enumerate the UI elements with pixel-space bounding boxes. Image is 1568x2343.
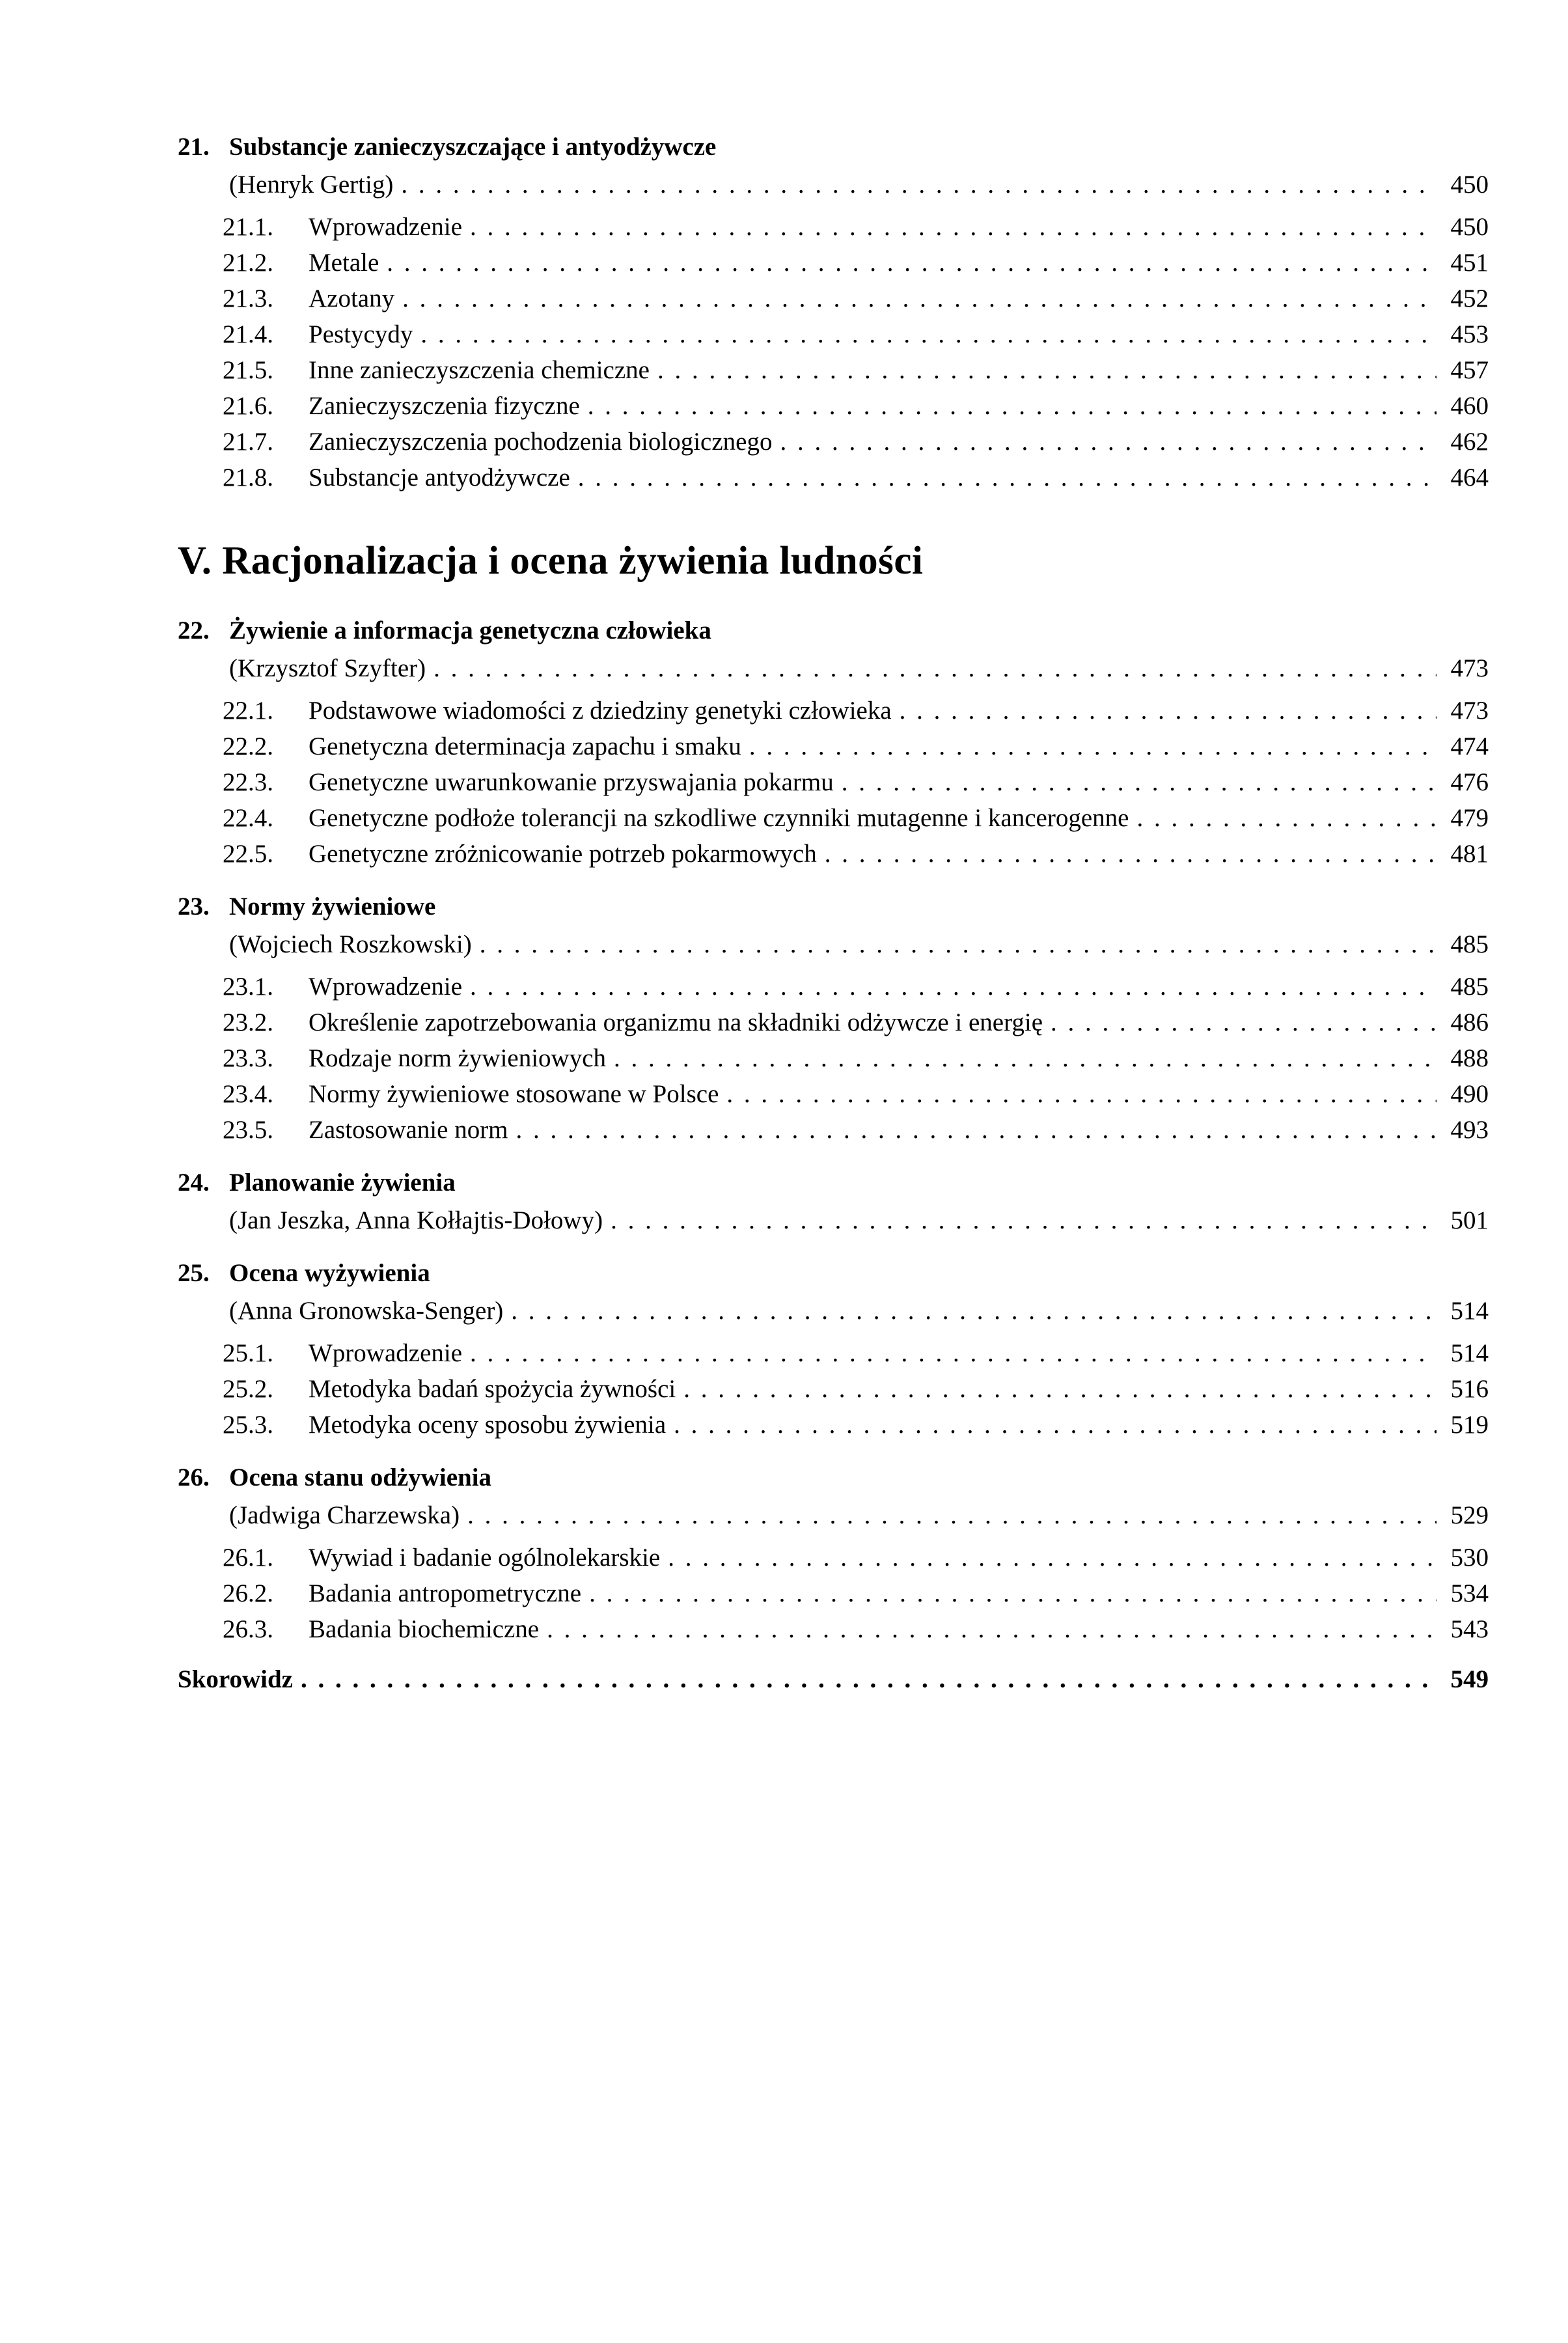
dot-leader: [301, 1661, 1437, 1697]
page-number: 519: [1450, 1411, 1489, 1439]
toc-entry: [223, 388, 1489, 424]
toc-entry: [223, 316, 1489, 352]
dot-leader: [588, 388, 1437, 424]
entry-title: Zastosowanie norm: [309, 1116, 508, 1144]
dot-leader: [470, 969, 1437, 1005]
toc-chapter-22: [178, 613, 1489, 872]
dot-leader: [547, 1611, 1437, 1647]
chapter-title: Ocena wyżywienia: [229, 1259, 430, 1287]
dot-leader: [674, 1407, 1437, 1443]
chapter-heading: [178, 1460, 1489, 1495]
entry-title: Określenie zapotrzebowania organizmu na składniki odżywcze i energię: [309, 1008, 1043, 1036]
page-number: 514: [1450, 1297, 1489, 1325]
page-number: 464: [1450, 464, 1489, 492]
chapter-author: (Jadwiga Charzewska): [229, 1501, 460, 1529]
entry-number: 25.3.: [223, 1411, 273, 1439]
entry-title: Rodzaje norm żywieniowych: [309, 1044, 607, 1072]
toc-entry: [223, 969, 1489, 1005]
toc-entry: [223, 1371, 1489, 1407]
toc-entry: [223, 1112, 1489, 1148]
toc-chapter-21: [178, 129, 1489, 495]
chapter-number: 26.: [178, 1463, 210, 1491]
entry-title: Inne zanieczyszczenia chemiczne: [309, 356, 650, 384]
page-number: 453: [1450, 320, 1489, 348]
page-number: 488: [1450, 1044, 1489, 1072]
chapter-number: 23.: [178, 893, 210, 921]
chapter-number: 22.: [178, 617, 210, 645]
toc-entry: [223, 836, 1489, 872]
dot-leader: [825, 836, 1437, 872]
entry-title: Wprowadzenie: [309, 973, 463, 1001]
toc-chapter-25: [178, 1255, 1489, 1443]
entry-title: Normy żywieniowe stosowane w Polsce: [309, 1080, 719, 1108]
page-number: 516: [1450, 1375, 1489, 1403]
toc-entry: [223, 1335, 1489, 1371]
page-number: 486: [1450, 1008, 1489, 1036]
chapter-number: 25.: [178, 1259, 210, 1287]
dot-leader: [420, 316, 1437, 352]
dot-leader: [657, 352, 1437, 388]
toc-chapter-24: [178, 1165, 1489, 1238]
entry-title: Badania antropometryczne: [309, 1579, 582, 1607]
chapter-heading: [178, 889, 1489, 924]
entry-number: 22.2.: [223, 732, 273, 760]
toc-entry: [223, 800, 1489, 836]
toc-entry: [223, 209, 1489, 245]
entry-title: Genetyczne uwarunkowanie przyswajania pokarmu: [309, 768, 834, 796]
chapter-author: (Henryk Gertig): [229, 171, 394, 199]
dot-leader: [726, 1076, 1437, 1112]
dot-leader: [511, 1293, 1437, 1329]
page-number: 481: [1450, 840, 1489, 868]
entry-title: Wprowadzenie: [309, 1339, 463, 1367]
entry-title: Genetyczna determinacja zapachu i smaku: [309, 732, 741, 760]
dot-leader: [683, 1371, 1437, 1407]
entry-number: 23.4.: [223, 1080, 273, 1108]
dot-leader: [614, 1040, 1437, 1076]
chapter-author-row: [229, 1293, 1489, 1329]
dot-leader: [1051, 1005, 1437, 1040]
entry-title: Genetyczne podłoże tolerancji na szkodliwe czynniki mutagenne i kancerogenne: [309, 804, 1129, 832]
toc-entry: [223, 693, 1489, 728]
page-number: 479: [1450, 804, 1489, 832]
entry-number: 23.2.: [223, 1008, 273, 1036]
entry-number: 25.1.: [223, 1339, 273, 1367]
chapter-title: Ocena stanu odżywienia: [229, 1463, 492, 1491]
dot-leader: [842, 764, 1437, 800]
entry-title: Podstawowe wiadomości z dziedziny genetyki człowieka: [309, 697, 892, 725]
chapter-author: (Krzysztof Szyfter): [229, 654, 426, 682]
entry-number: 22.4.: [223, 804, 273, 832]
entry-title: Zanieczyszczenia fizyczne: [309, 392, 580, 420]
dot-leader: [470, 209, 1437, 245]
entry-title: Wywiad i badanie ogólnolekarskie: [309, 1544, 661, 1572]
page-number: 450: [1450, 213, 1489, 241]
chapter-title: Substancje zanieczyszczające i antyodżywcze: [229, 133, 717, 161]
page-number: 514: [1450, 1339, 1489, 1367]
dot-leader: [578, 460, 1437, 495]
entry-title: Substancje antyodżywcze: [309, 464, 570, 492]
chapter-title: Normy żywieniowe: [229, 893, 436, 921]
dot-leader: [402, 281, 1437, 316]
page-number: 549: [1450, 1665, 1489, 1693]
toc-chapter-26: [178, 1460, 1489, 1647]
entry-number: 21.3.: [223, 284, 273, 312]
dot-leader: [749, 728, 1437, 764]
dot-leader: [480, 926, 1437, 962]
chapter-title: Planowanie żywienia: [229, 1169, 456, 1197]
dot-leader: [611, 1202, 1437, 1238]
page-number: 460: [1450, 392, 1489, 420]
entry-number: 23.5.: [223, 1116, 273, 1144]
index-row: [178, 1661, 1489, 1697]
toc-entry: [223, 1540, 1489, 1575]
page-number: 485: [1450, 930, 1489, 958]
chapter-number: 21.: [178, 133, 210, 161]
entry-title: Pestycydy: [309, 320, 413, 348]
toc-entry: [223, 1611, 1489, 1647]
chapter-author-row: [229, 650, 1489, 686]
toc-entry: [223, 1040, 1489, 1076]
page-number: 490: [1450, 1080, 1489, 1108]
dot-leader: [780, 424, 1437, 460]
dot-leader: [401, 167, 1437, 202]
chapter-title: Żywienie a informacja genetyczna człowieka: [229, 617, 711, 645]
entry-number: 22.5.: [223, 840, 273, 868]
toc-entry: [223, 424, 1489, 460]
page-number: 462: [1450, 428, 1489, 456]
toc-entry: [223, 1005, 1489, 1040]
chapter-author-row: [229, 1497, 1489, 1533]
chapter-heading: [178, 1165, 1489, 1200]
toc-entry: [223, 1076, 1489, 1112]
index-label: Skorowidz: [178, 1665, 293, 1693]
dot-leader: [668, 1540, 1437, 1575]
toc-chapter-23: [178, 889, 1489, 1148]
page-number: 476: [1450, 768, 1489, 796]
part-heading: V. Racjonalizacja i ocena żywienia ludności: [178, 539, 924, 583]
entry-number: 21.2.: [223, 249, 273, 277]
toc-entry: [223, 281, 1489, 316]
page-number: 473: [1450, 697, 1489, 725]
dot-leader: [433, 650, 1437, 686]
page-number: 529: [1450, 1501, 1489, 1529]
dot-leader: [589, 1575, 1437, 1611]
chapter-author: (Wojciech Roszkowski): [229, 930, 472, 958]
entry-title: Genetyczne zróżnicowanie potrzeb pokarmowych: [309, 840, 817, 868]
page-number: 452: [1450, 284, 1489, 312]
entry-number: 21.4.: [223, 320, 273, 348]
dot-leader: [387, 245, 1437, 281]
dot-leader: [470, 1335, 1437, 1371]
page-number: 473: [1450, 654, 1489, 682]
toc-entry: [223, 1575, 1489, 1611]
toc-entry: [223, 352, 1489, 388]
page-number: 450: [1450, 171, 1489, 199]
entry-title: Metale: [309, 249, 379, 277]
entry-number: 21.1.: [223, 213, 273, 241]
entry-number: 23.1.: [223, 973, 273, 1001]
toc-entry: [223, 764, 1489, 800]
chapter-author: (Anna Gronowska-Senger): [229, 1297, 504, 1325]
toc-entry: [223, 1407, 1489, 1443]
dot-leader: [1136, 800, 1437, 836]
entry-number: 26.2.: [223, 1579, 273, 1607]
page-number: 543: [1450, 1615, 1489, 1643]
entry-title: Metodyka oceny sposobu żywienia: [309, 1411, 667, 1439]
chapter-heading: [178, 613, 1489, 648]
toc-entry: [223, 460, 1489, 495]
entry-number: 21.5.: [223, 356, 273, 384]
entry-number: 26.1.: [223, 1544, 273, 1572]
entry-title: Wprowadzenie: [309, 213, 463, 241]
chapter-author-row: [229, 926, 1489, 962]
chapter-number: 24.: [178, 1169, 210, 1197]
page-number: 474: [1450, 732, 1489, 760]
entry-title: Badania biochemiczne: [309, 1615, 540, 1643]
entry-number: 21.8.: [223, 464, 273, 492]
entry-number: 26.3.: [223, 1615, 273, 1643]
toc-entry: [223, 245, 1489, 281]
page-number: 501: [1450, 1206, 1489, 1234]
entry-title: Metodyka badań spożycia żywności: [309, 1375, 676, 1403]
page-number: 530: [1450, 1544, 1489, 1572]
page-number: 485: [1450, 973, 1489, 1001]
toc-entry: [223, 728, 1489, 764]
page-number: 451: [1450, 249, 1489, 277]
entry-number: 21.7.: [223, 428, 273, 456]
entry-number: 25.2.: [223, 1375, 273, 1403]
chapter-heading: [178, 1255, 1489, 1291]
entry-title: Zanieczyszczenia pochodzenia biologicznego: [309, 428, 773, 456]
chapter-author: (Jan Jeszka, Anna Kołłajtis-Dołowy): [229, 1206, 603, 1234]
page-number: 493: [1450, 1116, 1489, 1144]
chapter-author-row: [229, 1202, 1489, 1238]
dot-leader: [467, 1497, 1437, 1533]
entry-number: 22.3.: [223, 768, 273, 796]
chapter-author-row: [229, 167, 1489, 202]
dot-leader: [516, 1112, 1437, 1148]
page-number: 457: [1450, 356, 1489, 384]
entry-title: Azotany: [309, 284, 395, 312]
chapter-heading: [178, 129, 1489, 165]
toc-page: [178, 129, 1489, 1697]
page-number: 534: [1450, 1579, 1489, 1607]
entry-number: 21.6.: [223, 392, 273, 420]
entry-number: 22.1.: [223, 697, 273, 725]
dot-leader: [900, 693, 1437, 728]
entry-number: 23.3.: [223, 1044, 273, 1072]
